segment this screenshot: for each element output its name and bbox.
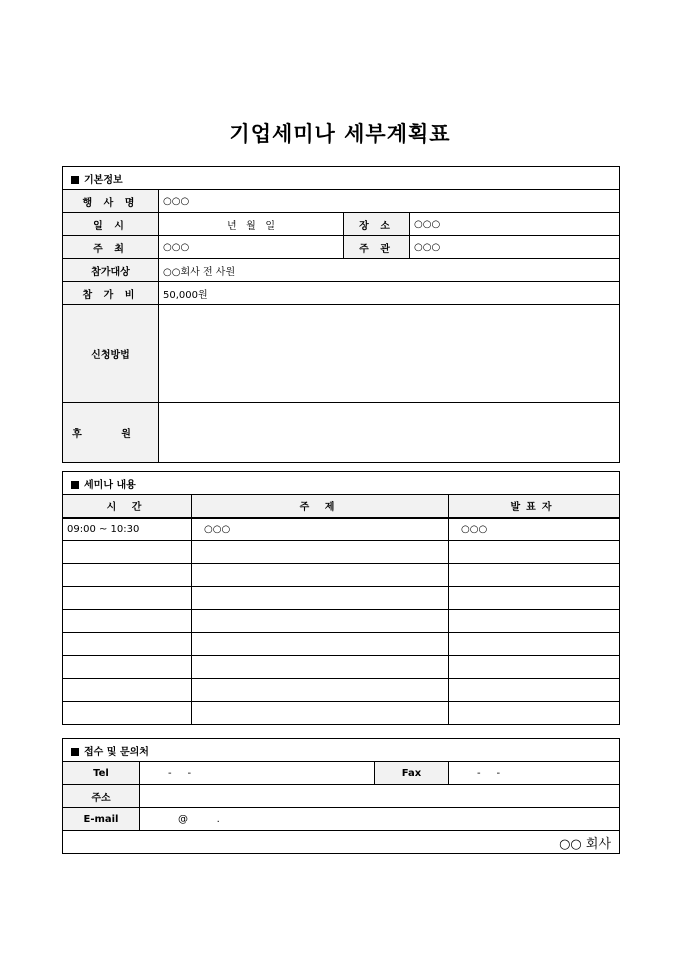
host-value: ○○○ [159, 236, 344, 259]
column-header-time: 시 간 [63, 495, 192, 518]
basic-info-section-header: 기본정보 [63, 167, 620, 190]
sponsor-value [159, 403, 620, 463]
fax-value: - - [449, 762, 620, 785]
event-name-value: ○○○ [159, 190, 620, 213]
square-bullet-icon [71, 176, 79, 184]
fax-label: Fax [375, 762, 449, 785]
table-row [63, 518, 620, 541]
topic-cell [192, 679, 449, 702]
company-signature: ○○ 회사 [63, 831, 620, 854]
topic-cell [192, 541, 449, 564]
speaker-cell [449, 656, 620, 679]
table-row [63, 610, 620, 633]
fee-value: 50,000원 [159, 282, 620, 305]
email-label: E-mail [63, 808, 140, 831]
time-cell [63, 702, 192, 725]
seminar-table [62, 471, 620, 725]
contact-table [62, 738, 620, 854]
speaker-cell [449, 702, 620, 725]
table-row [63, 656, 620, 679]
tel-value: - - [140, 762, 375, 785]
topic-cell [192, 587, 449, 610]
tel-label: Tel [63, 762, 140, 785]
target-label: 참가대상 [63, 259, 159, 282]
email-value: @ . [140, 808, 620, 831]
place-label: 장 소 [344, 213, 410, 236]
time-cell: 09:00 ~ 10:30 [63, 518, 192, 541]
apply-method-label: 신청방법 [63, 305, 159, 403]
time-cell [63, 541, 192, 564]
topic-cell [192, 702, 449, 725]
place-value: ○○○ [410, 213, 620, 236]
time-cell [63, 633, 192, 656]
speaker-cell [449, 587, 620, 610]
address-label: 주소 [63, 785, 140, 808]
fee-label: 참 가 비 [63, 282, 159, 305]
host-label: 주 최 [63, 236, 159, 259]
column-header-topic: 주 제 [192, 495, 449, 518]
column-header-speaker: 발표자 [449, 495, 620, 518]
page-title: 기업세미나 세부계획표 [229, 122, 451, 146]
speaker-cell [449, 610, 620, 633]
topic-cell [192, 564, 449, 587]
date-value: 년 월 일 [159, 213, 344, 236]
apply-method-value [159, 305, 620, 403]
speaker-cell [449, 541, 620, 564]
square-bullet-icon [71, 481, 79, 489]
target-value: ○○회사 전 사원 [159, 259, 620, 282]
speaker-cell: ○○○ [449, 518, 620, 541]
table-row [63, 564, 620, 587]
event-name-label: 행 사 명 [63, 190, 159, 213]
table-row [63, 541, 620, 564]
table-row [63, 702, 620, 725]
speaker-cell [449, 633, 620, 656]
speaker-cell [449, 679, 620, 702]
time-cell [63, 564, 192, 587]
topic-cell [192, 610, 449, 633]
sponsor-label: 후 원 [63, 403, 159, 463]
basic-info-table [62, 166, 620, 463]
time-cell [63, 610, 192, 633]
seminar-section-header: 세미나 내용 [63, 472, 620, 495]
speaker-cell [449, 564, 620, 587]
table-row [63, 587, 620, 610]
table-row [63, 633, 620, 656]
time-cell [63, 587, 192, 610]
organizer-label: 주 관 [344, 236, 410, 259]
contact-section-header: 접수 및 문의처 [63, 739, 620, 762]
topic-cell [192, 656, 449, 679]
time-cell [63, 656, 192, 679]
square-bullet-icon [71, 748, 79, 756]
topic-cell: ○○○ [192, 518, 449, 541]
address-value [140, 785, 620, 808]
table-row [63, 679, 620, 702]
topic-cell [192, 633, 449, 656]
organizer-value: ○○○ [410, 236, 620, 259]
time-cell [63, 679, 192, 702]
date-label: 일 시 [63, 213, 159, 236]
